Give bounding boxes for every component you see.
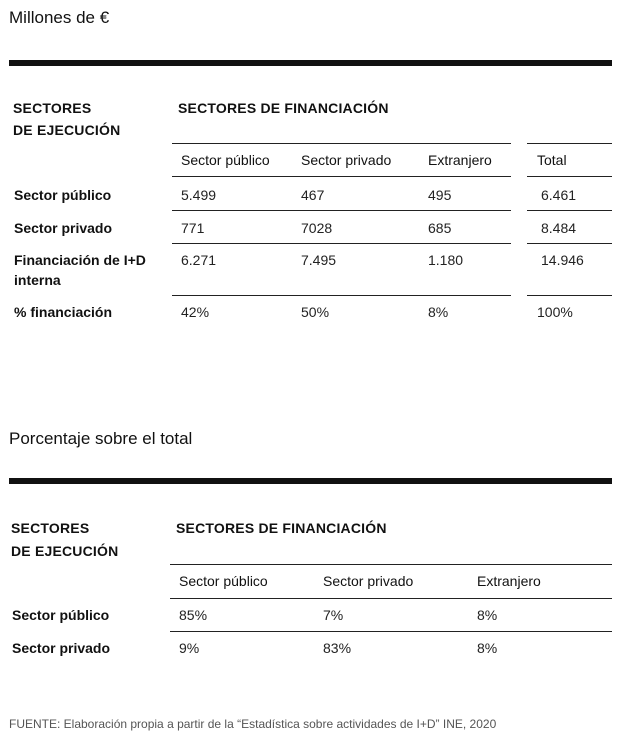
table2-cell: 8% <box>477 607 498 623</box>
table2-row-label: Sector público <box>12 607 110 623</box>
table2-cell: 9% <box>179 640 200 656</box>
table1-row-label: Financiación de I+D <box>14 252 146 268</box>
table1-top-rule <box>9 60 612 66</box>
table2-group-header: SECTORES DE FINANCIACIÓN <box>176 520 387 536</box>
table1-cell-total: 6.461 <box>541 187 577 203</box>
table1-cell: 8% <box>428 304 449 320</box>
table1-header-rule <box>172 176 511 177</box>
table2-col-sector-publico: Sector público <box>179 573 268 589</box>
table1-cell-total: 100% <box>537 304 573 320</box>
table1-col-extranjero: Extranjero <box>428 152 492 168</box>
table1-row-rule <box>172 210 511 211</box>
table1-cell: 685 <box>428 220 452 236</box>
table1-row-rule-total <box>527 295 612 296</box>
table1-cell: 1.180 <box>428 252 464 268</box>
table1-cell: 5.499 <box>181 187 217 203</box>
table2-row-label: Sector privado <box>12 640 111 656</box>
table1-row-label-line2: interna <box>14 272 61 288</box>
table1-col-sector-publico: Sector público <box>181 152 270 168</box>
table1-row-label: Sector privado <box>14 220 113 236</box>
table1-cell: 467 <box>301 187 325 203</box>
table1-cell: 7028 <box>301 220 333 236</box>
table2-col-extranjero: Extranjero <box>477 573 541 589</box>
table1-cell: 50% <box>301 304 330 320</box>
table1-cell-total: 14.946 <box>541 252 584 268</box>
table1-row-label: % financiación <box>14 304 113 320</box>
table1-cell-total: 8.484 <box>541 220 577 236</box>
source-note: FUENTE: Elaboración propia a partir de la “Estadística sobre actividades de I+D” INE, 2020 <box>9 717 497 731</box>
table1-row-rule <box>172 243 511 244</box>
table1-cell: 771 <box>181 220 205 236</box>
table2-cell: 85% <box>179 607 208 623</box>
table2-title: Porcentaje sobre el total <box>9 429 193 448</box>
table1-row-rule <box>172 295 511 296</box>
table2-cell: 83% <box>323 640 352 656</box>
table1-header-rule-total <box>527 176 612 177</box>
table1-row-rule-total <box>527 243 612 244</box>
table1-row-header-line1: SECTORES <box>13 100 92 116</box>
table1-total-rule <box>527 143 612 144</box>
table2-cell: 8% <box>477 640 498 656</box>
table1-group-header: SECTORES DE FINANCIACIÓN <box>178 100 389 116</box>
table2-header-rule <box>170 598 612 599</box>
table1-row-header-line2: DE EJECUCIÓN <box>13 122 121 138</box>
table1-cell: 42% <box>181 304 210 320</box>
table1-row-rule-total <box>527 210 612 211</box>
table1-cell: 6.271 <box>181 252 217 268</box>
table2-row-header-line1: SECTORES <box>11 520 90 536</box>
table2-row-rule <box>170 631 612 632</box>
table2-cell: 7% <box>323 607 344 623</box>
table1-cell: 495 <box>428 187 452 203</box>
table1-title: Millones de € <box>9 8 110 27</box>
table2-row-header-line2: DE EJECUCIÓN <box>11 543 119 559</box>
table1-col-sector-privado: Sector privado <box>301 152 392 168</box>
table1-col-total: Total <box>537 152 567 168</box>
table2-group-rule <box>170 564 612 565</box>
table2-top-rule <box>9 478 612 484</box>
table1-row-label: Sector público <box>14 187 112 203</box>
table1-cell: 7.495 <box>301 252 337 268</box>
table2-col-sector-privado: Sector privado <box>323 573 414 589</box>
table1-group-rule <box>172 143 511 144</box>
